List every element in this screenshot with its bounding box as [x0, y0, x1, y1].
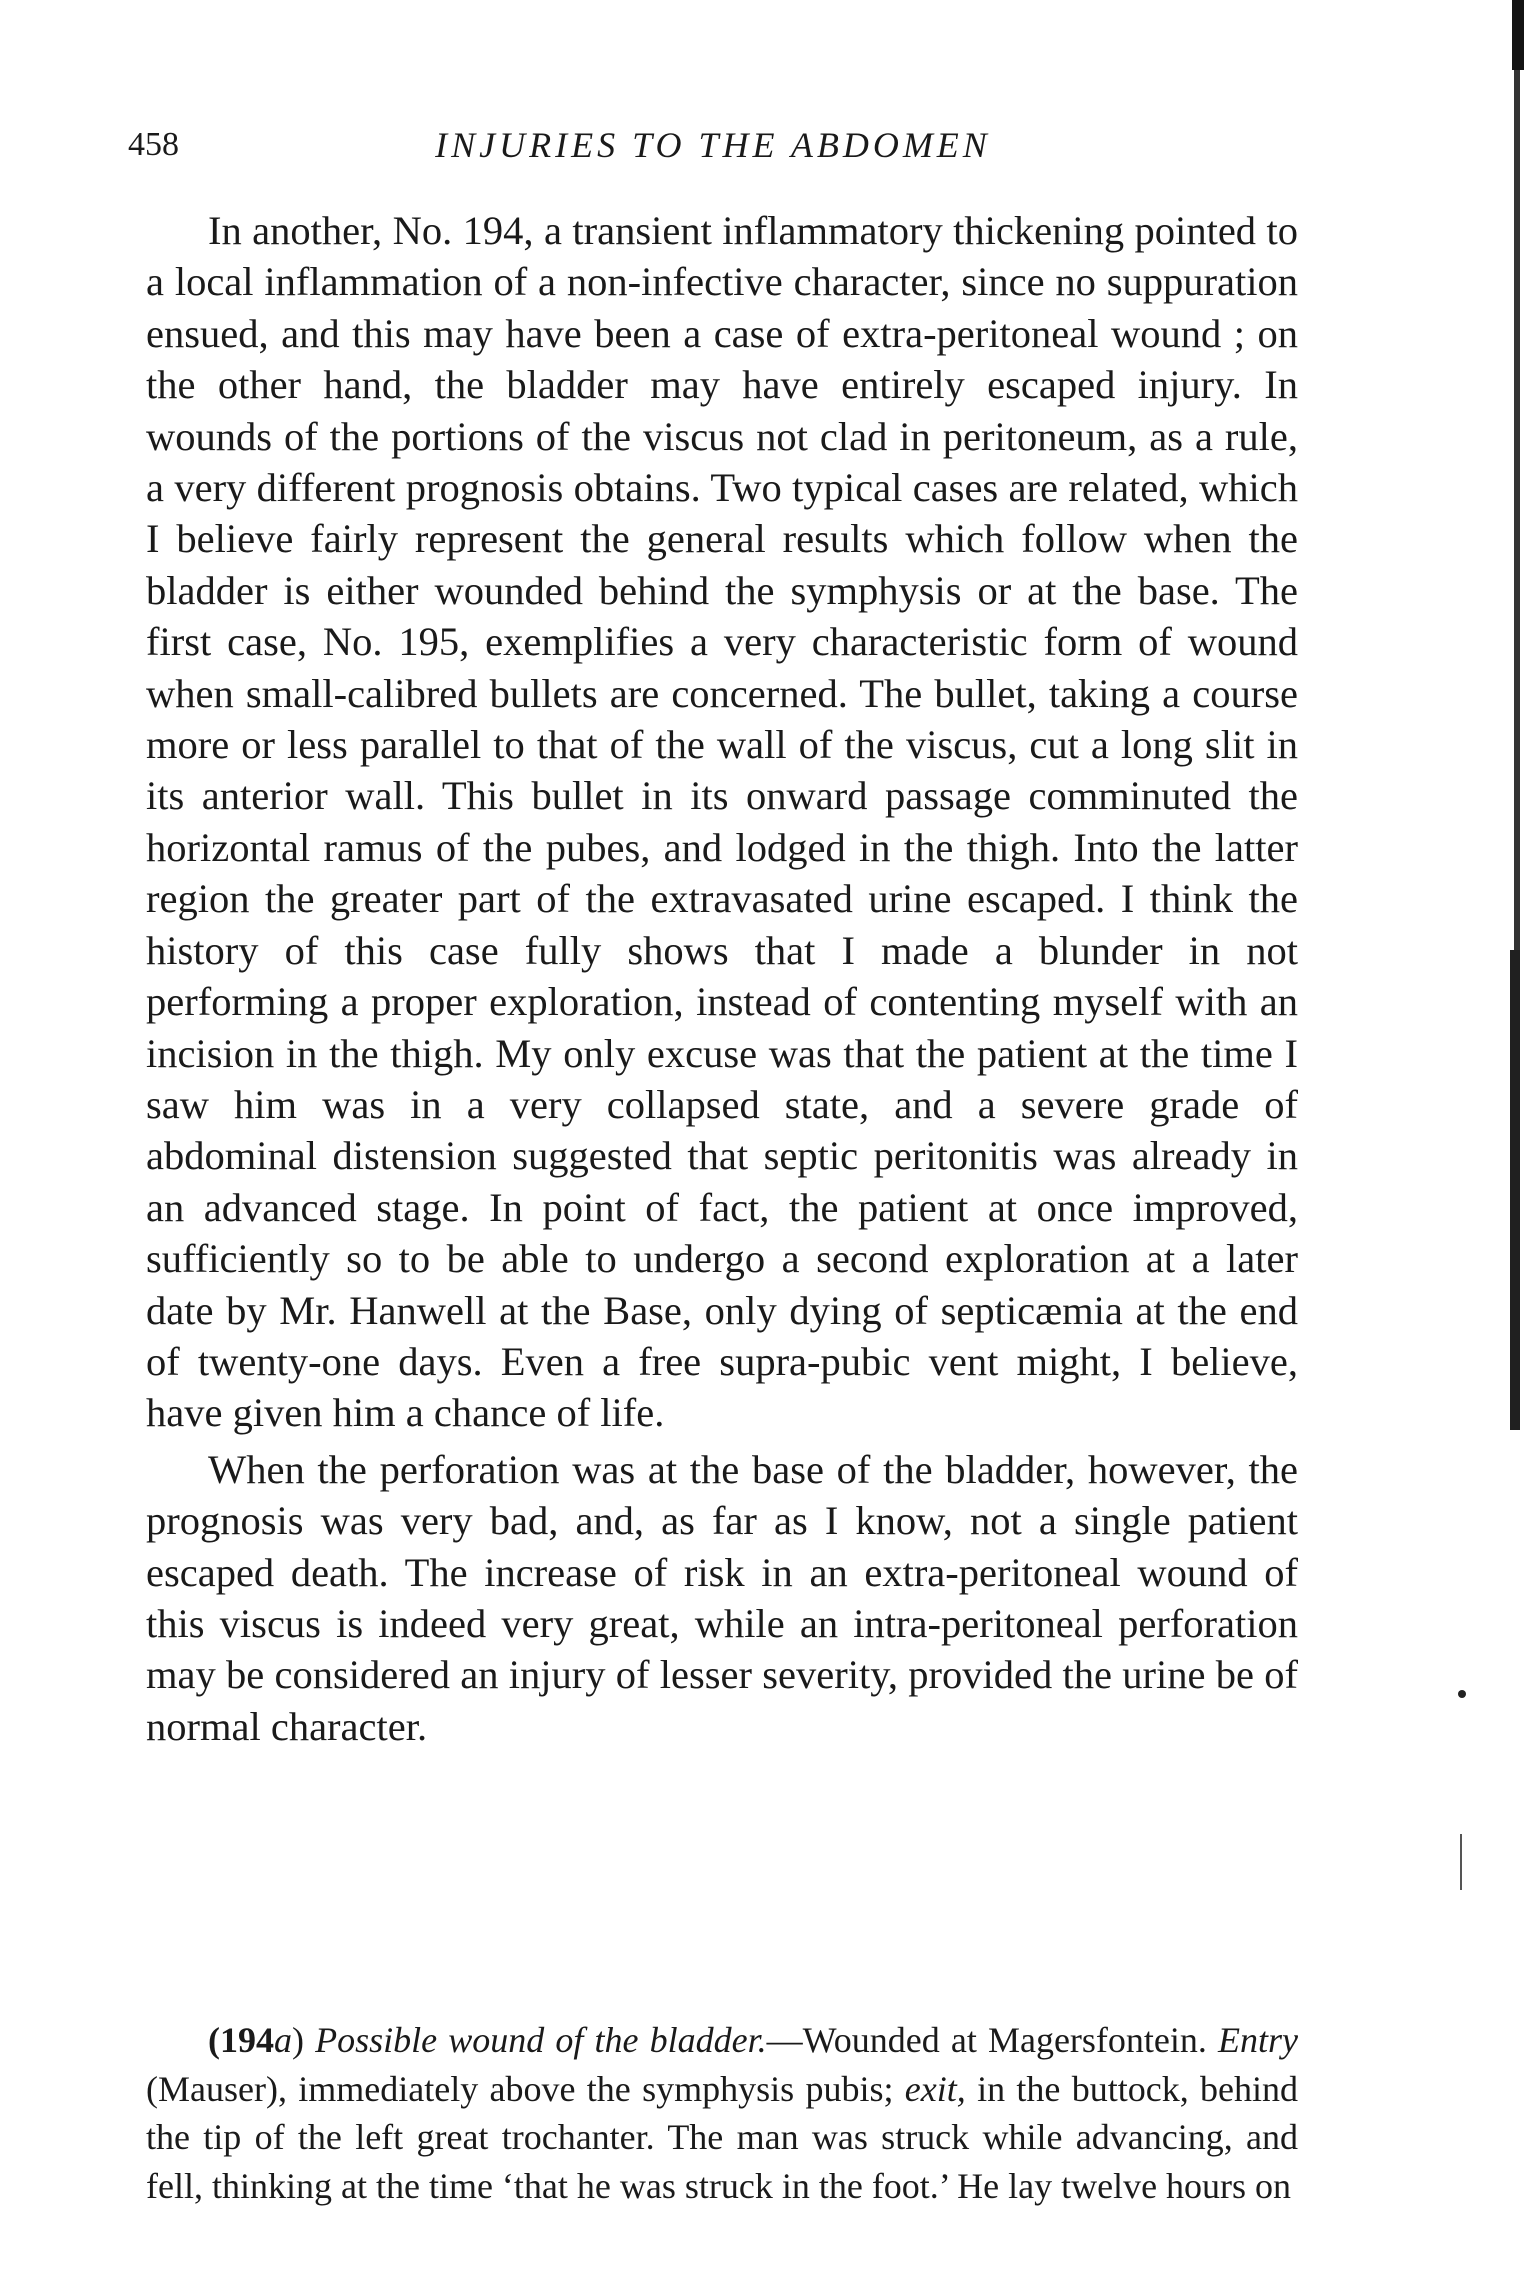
- scan-line: [1460, 1834, 1462, 1890]
- case-text-part-3: in the buttock, behind the tip of the left great trochanter. The man was struck while advancing, and fell, thinking at the time ‘that he was struck in the foot.’ He lay twelve hours on: [146, 2068, 1298, 2206]
- case-text-part-2: (Mauser), immediately above the symphysis pubis;: [146, 2068, 905, 2109]
- main-text: [146, 205, 1298, 1752]
- exit-label: exit,: [904, 2068, 966, 2109]
- page-number: 458: [128, 126, 179, 163]
- case-report: [146, 2016, 1298, 2210]
- case-text-part-1: —Wounded at Magersfontein.: [766, 2020, 1219, 2060]
- case-number: (194a): [208, 2020, 304, 2060]
- running-title: INJURIES TO THE ABDOMEN: [435, 125, 991, 165]
- scan-artifact: [1510, 950, 1520, 1430]
- case-report-paragraph: [146, 2016, 1298, 2210]
- entry-label: Entry: [1218, 2020, 1298, 2060]
- scan-speck: [1458, 1690, 1466, 1698]
- case-title: Possible wound of the bladder.: [315, 2020, 767, 2060]
- page-header: [128, 116, 1298, 176]
- paragraph-bladder-wounds: In another, No. 194, a transient inflammatory thickening pointed to a local inflammation of a non-infective character, since no suppuration ensued, and this may have been a case of extra-peritoneal wound ; on the other hand, the bladder may have entirely escaped injury. In wounds of the portions of the viscus not clad in peritoneum, as a rule, a very different prognosis obtains. Two typical cases are related, which I believe fairly represent the general results which follow when the bladder is either wounded behind the symphysis or at the base. The first case, No. 195, exemplifies a very characteristic form of wound when small-calibred bullets are concerned. The bullet, taking a course more or less parallel to that of the wall of the viscus, cut a long slit in its anterior wall. This bullet in its onward passage comminuted the horizontal ramus of the pubes, and lodged in the thigh. Into the latter region the greater part of the extravasated urine escaped. I think the history of this case fully shows that I made a blunder in not performing a proper exploration, instead of contenting myself with an incision in the thigh. My only excuse was that the patient at the time I saw him was in a very collapsed state, and a severe grade of abdominal distension suggested that septic peritonitis was already in an advanced stage. In point of fact, the patient at once improved, sufficiently so to be able to undergo a second exploration at a later date by Mr. Hanwell at the Base, only dying of septicæmia at the end of twenty-one days. Even a free supra-pubic vent might, I believe, have given him a chance of life.: [146, 208, 1298, 1436]
- page-edge-shadow: [1512, 0, 1524, 70]
- paragraph-base-perforation: When the perforation was at the base of the bladder, however, the prognosis was very bad, and, as far as I know, not a single patient escaped death. The increase of risk in an extra-peritoneal wound of this viscus is indeed very great, while an intra-peritoneal perforation may be considered an injury of lesser severity, provided the urine be of normal character.: [146, 1446, 1298, 1749]
